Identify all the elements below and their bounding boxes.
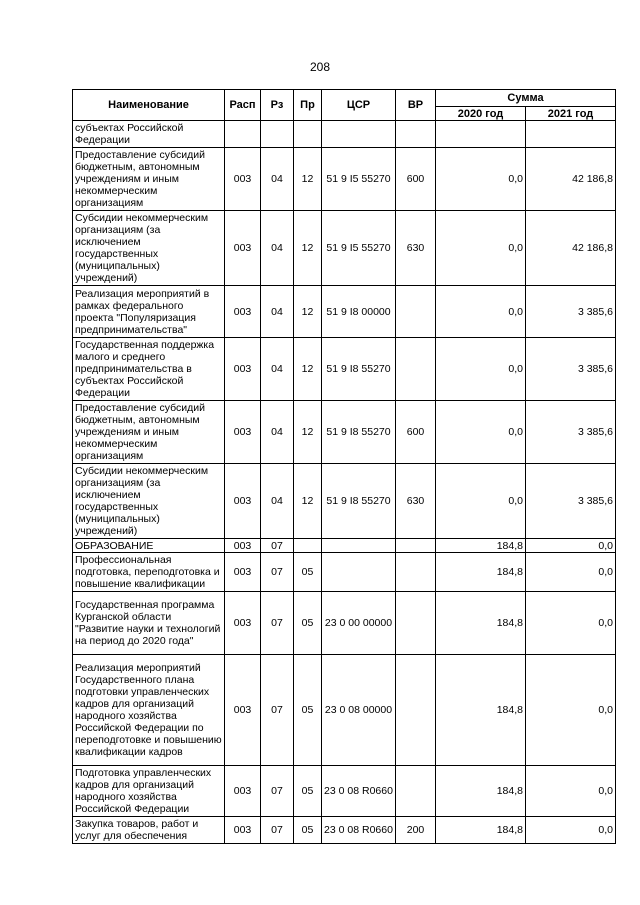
row-rasp [225,121,261,148]
row-name: Государственная поддержка малого и среднего предпринимательства в субъектах Российской Федерации [73,338,225,401]
row-rasp: 003 [225,766,261,817]
row-csr: 23 0 08 R0660 [322,766,396,817]
row-2020: 184,8 [436,553,526,592]
page-number: 208 [309,60,331,74]
row-rasp: 003 [225,401,261,464]
row-rz: 07 [261,766,294,817]
row-rz: 07 [261,655,294,766]
header-sum: Сумма [436,90,616,107]
row-rz: 04 [261,211,294,286]
row-csr [322,553,396,592]
table-row [73,401,616,464]
row-name: Государственная программа Курганской области "Развитие науки и технологий на период до 2020 года" [73,592,225,655]
row-rasp: 003 [225,655,261,766]
row-rasp: 003 [225,817,261,844]
row-pr: 12 [294,338,322,401]
row-name: Субсидии некоммерческим организациям (за исключением государственных (муниципальных) учреждений) [73,211,225,286]
table-row [73,592,616,655]
row-pr: 05 [294,655,322,766]
row-rz: 04 [261,401,294,464]
row-2020: 184,8 [436,539,526,553]
row-2020: 0,0 [436,401,526,464]
row-rasp: 003 [225,553,261,592]
row-csr: 51 9 I5 55270 [322,211,396,286]
row-2021: 3 385,6 [526,464,616,539]
row-vr [396,592,436,655]
row-name: Закупка товаров, работ и услуг для обеспечения [73,817,225,844]
row-csr: 23 0 00 00000 [322,592,396,655]
row-2021: 3 385,6 [526,401,616,464]
row-name: ОБРАЗОВАНИЕ [73,539,225,553]
row-pr: 12 [294,286,322,338]
row-csr [322,121,396,148]
row-2020: 0,0 [436,286,526,338]
row-vr [396,121,436,148]
header-rasp: Расп [225,90,261,121]
table-row [73,148,616,211]
row-2021: 0,0 [526,553,616,592]
header-2020: 2020 год [436,107,526,121]
row-name: Реализация мероприятий Государственного плана подготовки управленческих кадров для организаций народного хозяйства Российской Федерации по переподготовке и повышению квалификации кадров [73,655,225,766]
table-row [73,766,616,817]
row-2021: 0,0 [526,817,616,844]
header-name: Наименование [73,90,225,121]
row-2021: 42 186,8 [526,211,616,286]
row-rz [261,121,294,148]
row-rasp: 003 [225,539,261,553]
row-pr [294,539,322,553]
row-pr: 12 [294,464,322,539]
row-vr [396,655,436,766]
header-pr: Пр [294,90,322,121]
header-csr: ЦСР [322,90,396,121]
row-csr: 51 9 I5 55270 [322,148,396,211]
row-rz: 04 [261,338,294,401]
row-csr: 23 0 08 R0660 [322,817,396,844]
table-row [73,539,616,553]
row-2021: 0,0 [526,592,616,655]
row-rasp: 003 [225,286,261,338]
row-2020: 184,8 [436,592,526,655]
table-row [73,655,616,766]
row-csr: 51 9 I8 55270 [322,338,396,401]
row-2020: 184,8 [436,655,526,766]
row-rasp: 003 [225,464,261,539]
row-2021: 0,0 [526,766,616,817]
row-name: Профессиональная подготовка, переподготовка и повышение квалификации [73,553,225,592]
row-2021: 0,0 [526,539,616,553]
row-rz: 04 [261,148,294,211]
row-vr: 600 [396,401,436,464]
row-rz: 04 [261,464,294,539]
row-name: Субсидии некоммерческим организациям (за исключением государственных (муниципальных) учреждений) [73,464,225,539]
table-row [73,338,616,401]
row-csr [322,539,396,553]
row-csr: 51 9 I8 00000 [322,286,396,338]
row-2020: 184,8 [436,817,526,844]
row-2021: 3 385,6 [526,338,616,401]
row-vr: 630 [396,211,436,286]
row-pr: 05 [294,817,322,844]
row-vr: 630 [396,464,436,539]
row-rasp: 003 [225,211,261,286]
row-name: Предоставление субсидий бюджетным, автономным учреждениям и иным некоммерческим организациям [73,148,225,211]
row-vr [396,539,436,553]
row-name: субъектах Российской Федерации [73,121,225,148]
row-2020: 184,8 [436,766,526,817]
row-vr [396,338,436,401]
row-vr [396,286,436,338]
row-rz: 07 [261,539,294,553]
row-pr: 12 [294,148,322,211]
row-2021: 0,0 [526,655,616,766]
table-row [73,211,616,286]
row-name: Реализация мероприятий в рамках федерального проекта "Популяризация предпринимательства" [73,286,225,338]
row-vr [396,766,436,817]
row-pr [294,121,322,148]
row-2021: 42 186,8 [526,148,616,211]
row-pr: 05 [294,553,322,592]
row-csr: 51 9 I8 55270 [322,401,396,464]
row-rasp: 003 [225,148,261,211]
header-2021: 2021 год [526,107,616,121]
row-rz: 07 [261,553,294,592]
table-row [73,553,616,592]
row-pr: 05 [294,592,322,655]
budget-table [72,89,616,844]
row-2021: 3 385,6 [526,286,616,338]
row-name: Предоставление субсидий бюджетным, автономным учреждениям и иным некоммерческим организациям [73,401,225,464]
table-row [73,817,616,844]
row-rz: 07 [261,592,294,655]
row-csr: 51 9 I8 55270 [322,464,396,539]
row-pr: 05 [294,766,322,817]
row-2020 [436,121,526,148]
row-pr: 12 [294,401,322,464]
row-2020: 0,0 [436,148,526,211]
row-2020: 0,0 [436,338,526,401]
row-csr: 23 0 08 00000 [322,655,396,766]
table-row [73,464,616,539]
row-vr: 600 [396,148,436,211]
row-name: Подготовка управленческих кадров для организаций народного хозяйства Российской Федерации [73,766,225,817]
table-row [73,286,616,338]
row-vr: 200 [396,817,436,844]
row-2021 [526,121,616,148]
row-pr: 12 [294,211,322,286]
row-rz: 07 [261,817,294,844]
row-rz: 04 [261,286,294,338]
table-row [73,121,616,148]
row-rasp: 003 [225,338,261,401]
row-vr [396,553,436,592]
row-2020: 0,0 [436,211,526,286]
header-rz: Рз [261,90,294,121]
row-rasp: 003 [225,592,261,655]
header-vr: ВР [396,90,436,121]
row-2020: 0,0 [436,464,526,539]
